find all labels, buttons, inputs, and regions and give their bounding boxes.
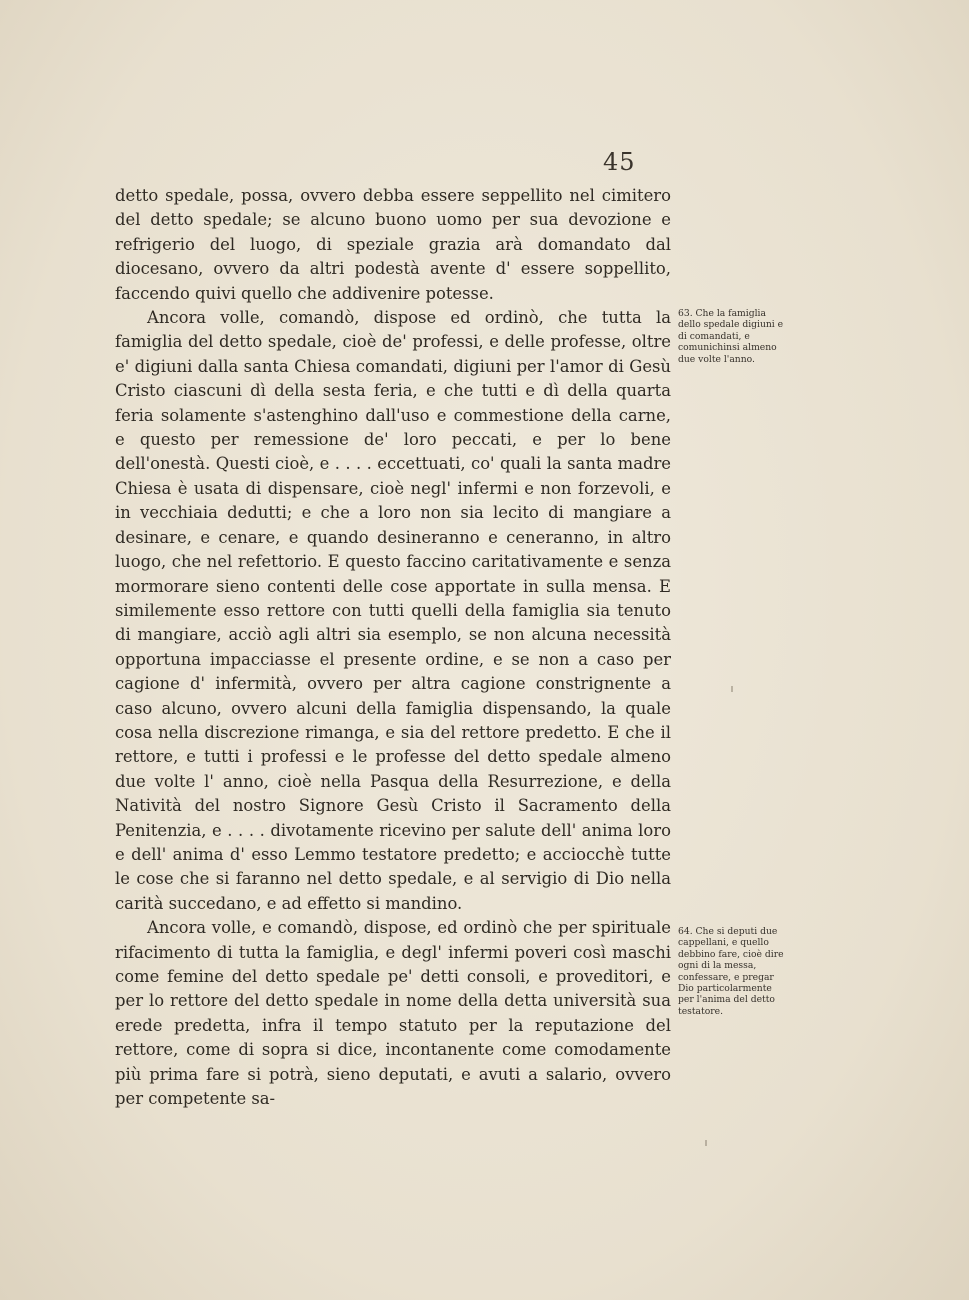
- main-text-block: [115, 184, 671, 1111]
- paragraph-fasting-rules: Ancora volle, comandò, dispose ed ordinò, che tutta la famiglia del detto spedale, cioè de' professi, e delle professe, oltre e' digiuni dalla santa Chiesa comandati, digiuni per l'amor di Gesù Cristo ciascuni dì della sesta feria, e che tutti e dì della quarta feria solamente s'astenghino dall'uso e commestione della carne, e questo per remessione de' loro peccati, e per lo bene dell'onestà. Questi cioè, e . . . . eccettuati, co' quali la santa madre Chiesa è usata di dispensare, cioè negl' infermi e non forzevoli, e in vecchiaia dedutti; e che a loro non sia lecito di mangiare a desinare, e cenare, e quando desineranno e ceneranno, in altro luogo, che nel refettorio. E questo faccino caritativamente e senza mormorare sieno contenti delle cose apportate in sulla mensa. E similemente esso rettore con tutti quelli della famiglia sia tenuto di mangiare, acciò agli altri sia esemplo, se non alcuna necessità opportuna impacciasse el presente ordine, e se non a caso per cagione d' infermità, ovvero per altra cagione constrignente a caso alcuno, ovvero alcuni della famiglia dispensando, la quale cosa nella discrezione rimanga, e sia del rettore predetto. E che il rettore, e tutti i professi e le professe del detto spedale almeno due volte l' anno, cioè nella Pasqua della Resurrezione, e della Natività del nostro Signore Gesù Cristo il Sacramento della Penitenzia, e . . . . divotamente ricevino per salute dell' anima loro e dell' anima d' esso Lemmo testatore predetto; e acciocchè tutte le cose che si faranno nel detto spedale, e al servigio di Dio nella carità succedano, e ad effetto si mandino.: [115, 308, 671, 913]
- margin-note-63: 63. Che la famiglia dello spedale digiuni e di comandati, e comunichinsi almeno due volte l'anno.: [678, 308, 784, 365]
- paragraph-continuation: detto spedale, possa, ovvero debba essere seppellito nel cimitero del detto spedale; se alcuno buono uomo per sua devozione e refrigerio del luogo, di speziale grazia arà domandato dal diocesano, ovvero da altri podestà avente d' essere soppellito, faccendo quivi quello che addivenire potesse.: [115, 186, 671, 303]
- paper-speck: [731, 686, 733, 692]
- page-number: 45: [603, 148, 636, 176]
- paragraph-chaplains: Ancora volle, e comandò, dispose, ed ordinò che per spirituale rifacimento di tutta la famiglia, e degl' infermi poveri così maschi come femine del detto spedale pe' detti consoli, e proveditori, e per lo rettore del detto spedale in nome della detta università sua erede predetta, infra il tempo statuto per la reputazione del rettore, come di sopra si dice, incontanente come comodamente più prima fare si potrà, sieno deputati, e avuti a salario, ovvero per competente sa-: [115, 918, 671, 1109]
- margin-note-64: 64. Che si deputi due cappellani, e quello debbino fare, cioè dire ogni di la messa, confessare, e pregar Dio particolarmente per l'anima del detto testatore.: [678, 926, 784, 1017]
- paper-speck: [705, 1140, 707, 1146]
